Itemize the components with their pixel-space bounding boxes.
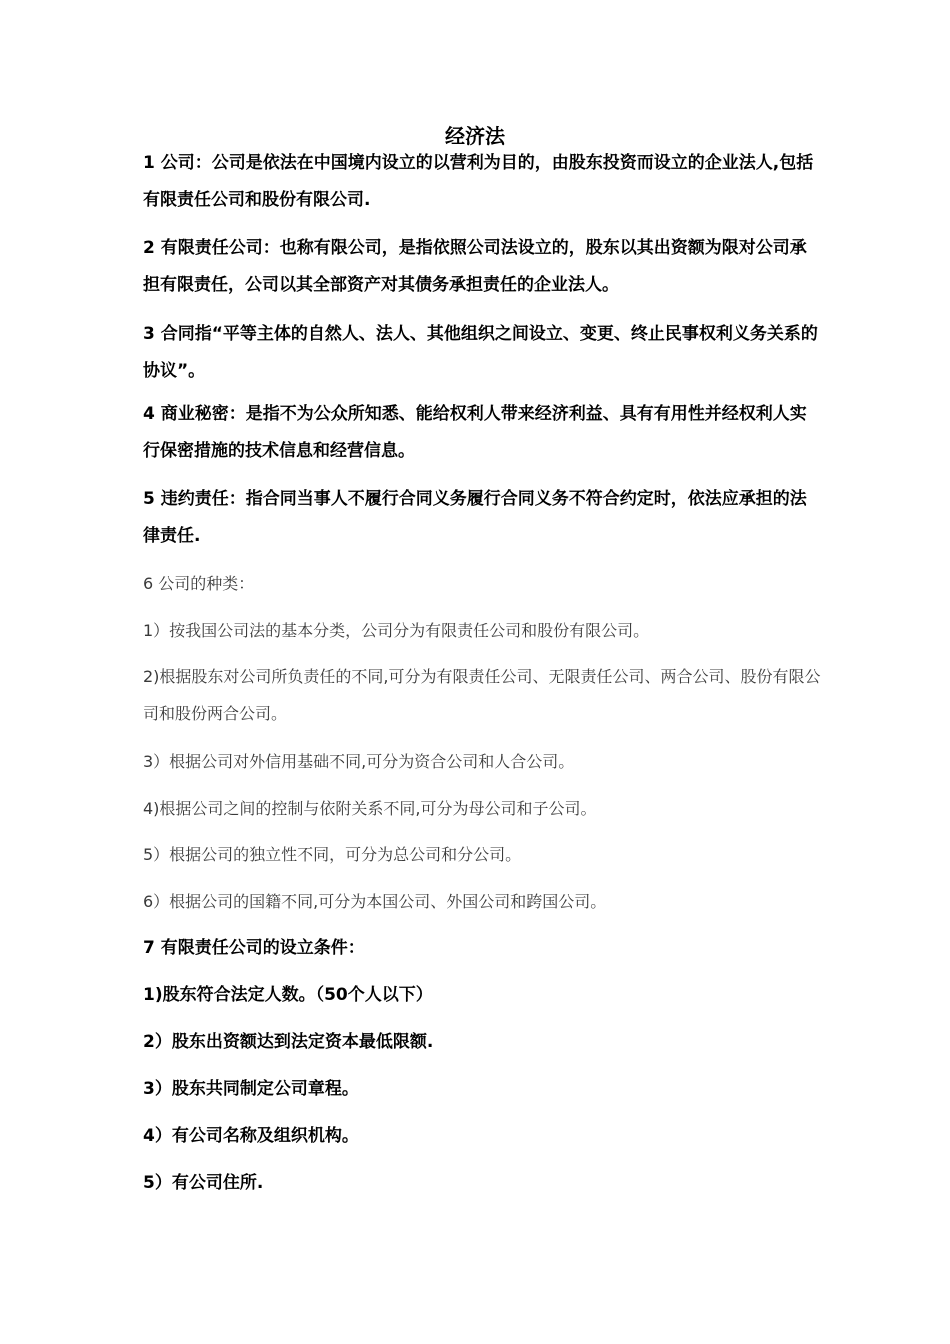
paragraph-7-item-3: 3）股东共同制定公司章程。	[143, 1079, 359, 1099]
paragraph-5: 5 违约责任：指合同当事人不履行合同义务履行合同义务不符合约定时，依法应承担的法律责任.	[143, 489, 807, 546]
paragraph-6-item-1: 1）按我国公司法的基本分类，公司分为有限责任公司和股份有限公司。	[143, 621, 650, 640]
paragraph-2: 2 有限责任公司：也称有限公司，是指依照公司法设立的，股东以其出资额为限对公司承担有限责任，公司以其全部资产对其债务承担责任的企业法人。	[143, 238, 807, 295]
paragraph-7-item-4: 4）有公司名称及组织机构。	[143, 1126, 359, 1146]
document-title: 经济法	[445, 124, 505, 148]
paragraph-3: 3 合同指“平等主体的自然人、法人、其他组织之间设立、变更、终止民事权利义务关系的协议”。	[143, 324, 818, 381]
paragraph-7: 7 有限责任公司的设立条件：	[143, 938, 365, 958]
paragraph-7-item-5: 5）有公司住所.	[143, 1173, 264, 1193]
paragraph-7-item-2: 2）股东出资额达到法定资本最低限额.	[143, 1032, 434, 1052]
paragraph-6-item-5: 5）根据公司的独立性不同，可分为总公司和分公司。	[143, 845, 522, 864]
paragraph-6-item-2: 2)根据股东对公司所负责任的不同,可分为有限责任公司、无限责任公司、两合公司、股份有限公司和股份两合公司。	[143, 667, 821, 723]
paragraph-7-item-1: 1)股东符合法定人数。（50个人以下）	[143, 985, 433, 1005]
paragraph-6-item-4: 4)根据公司之间的控制与依附关系不同,可分为母公司和子公司。	[143, 799, 597, 818]
paragraph-6: 6 公司的种类：	[143, 574, 255, 593]
paragraph-6-item-6: 6）根据公司的国籍不同,可分为本国公司、外国公司和跨国公司。	[143, 892, 607, 911]
paragraph-6-item-3: 3）根据公司对外信用基础不同,可分为资合公司和人合公司。	[143, 752, 575, 771]
paragraph-1: 1 公司：公司是依法在中国境内设立的以营利为目的，由股东投资而设立的企业法人,包括有限责任公司和股份有限公司.	[143, 153, 814, 210]
paragraph-4: 4 商业秘密：是指不为公众所知悉、能给权利人带来经济利益、具有有用性并经权利人实行保密措施的技术信息和经营信息。	[143, 404, 807, 461]
